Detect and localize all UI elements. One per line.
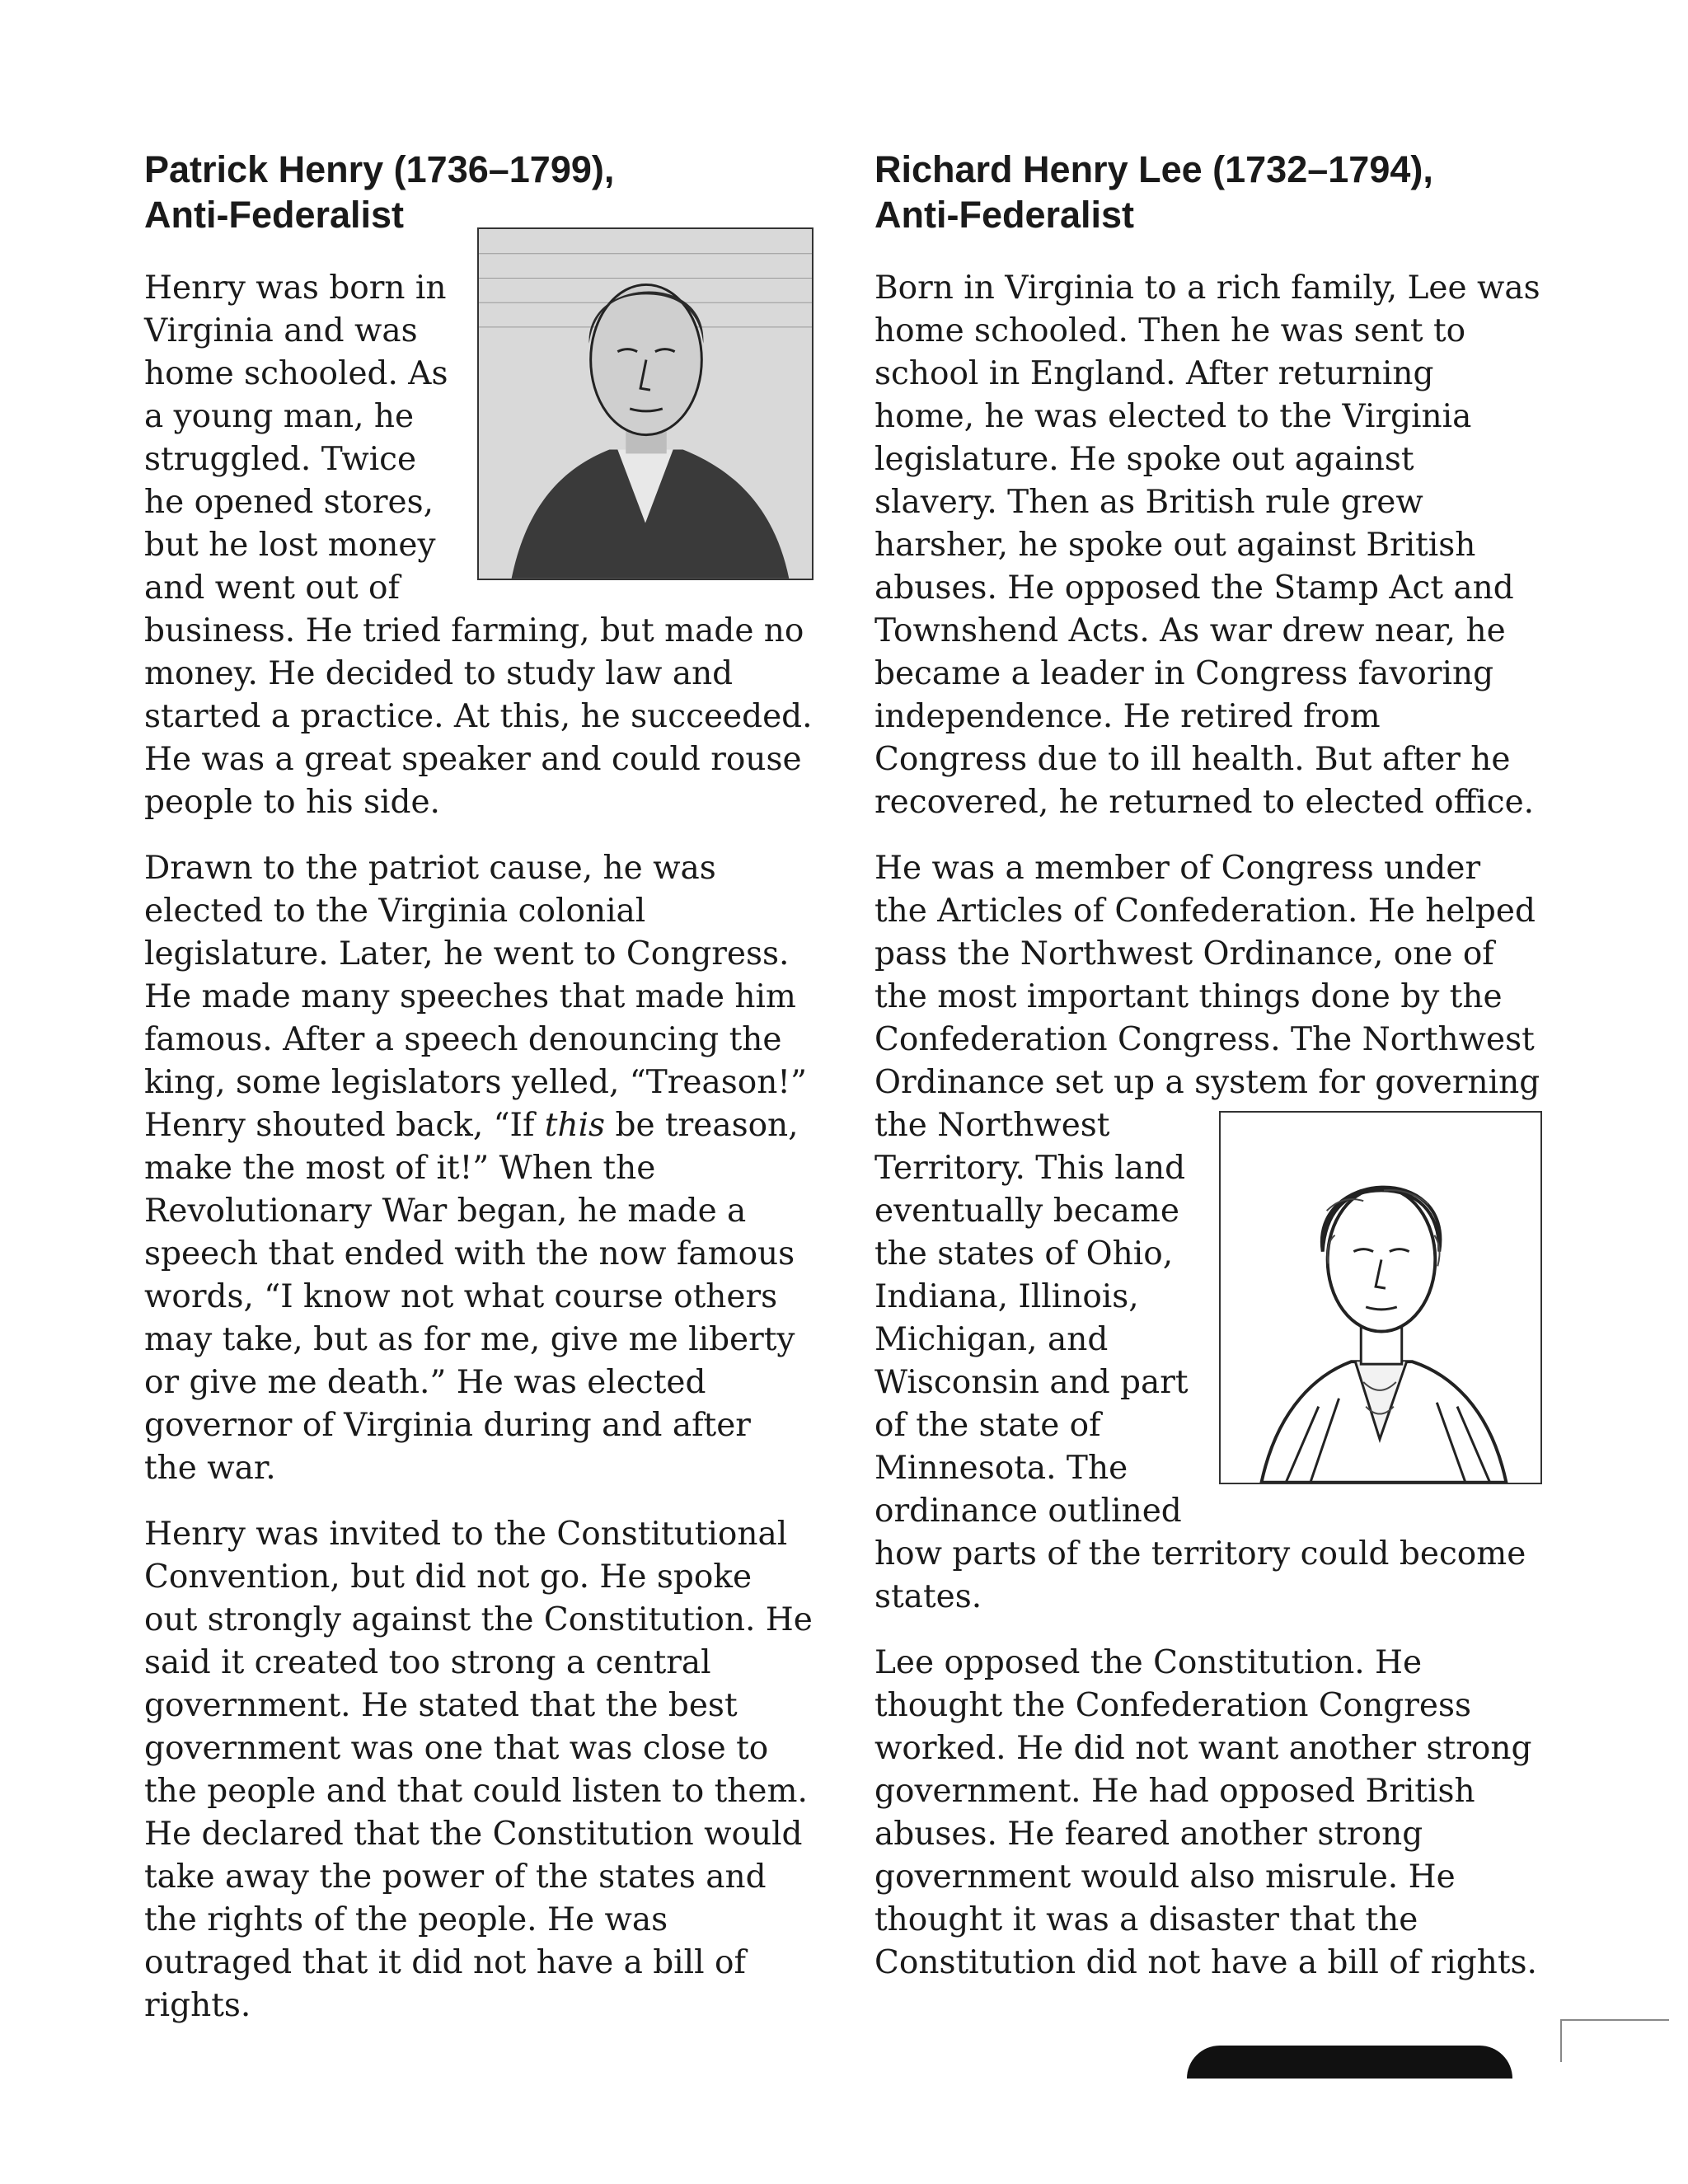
henry-heading-line1: Patrick Henry (1736–1799),: [144, 148, 615, 190]
left-column: [144, 147, 814, 2027]
henry-paragraph-1-text: Henry was born in Virginia and was home schooled. As a young man, he struggled. Twice he opened stores, but he lost money and went out of business. He tried farming, but made no money. He decided to study law and started a practice. At this, he succeeded. He was a great speaker and could rouse people to his side.: [144, 269, 813, 821]
lee-heading-line1: Richard Henry Lee (1732–1794),: [874, 148, 1433, 190]
page-corner-mark: [1560, 2019, 1669, 2062]
henry-heading-line2: Anti-Federalist: [144, 194, 405, 236]
patrick-henry-portrait-icon: [479, 229, 812, 579]
lee-heading: [874, 147, 1542, 237]
henry-paragraph-2-emphasis: this: [544, 1107, 606, 1144]
henry-paragraph-2: [144, 847, 814, 1490]
bottom-dark-shape: [1187, 2046, 1512, 2079]
henry-heading: [144, 147, 814, 237]
patrick-henry-portrait: [477, 227, 814, 580]
richard-henry-lee-portrait: [1219, 1111, 1542, 1484]
lee-paragraph-2: [874, 847, 1542, 1619]
lee-paragraph-2-part1: He was a member of Congress under the Articles of Confederation. He helped pass the Northwest Ordinance, one of the most important things done by the Confederation Congress. The Northwest Ordinance set up a system for governing: [874, 850, 1540, 1101]
lee-paragraph-3: Lee opposed the Constitution. He thought the Confederation Congress worked. He did not want another strong government. He had opposed British abuses. He feared another strong government would also misrule. He thought it was a disaster that the Constitution did not have a bill of rights.: [874, 1644, 1537, 1981]
lee-paragraph-2-part2: the Northwest Territory. This land eventually became the states of Ohio, Indiana, Illinois, Michigan, and Wisconsin and part of the state of Minnesota. The ordinance outlined how parts of the territory could become states.: [874, 1107, 1526, 1615]
henry-paragraph-3: Henry was invited to the Constitutional Convention, but did not go. He spoke out strongly against the Constitution. He said it created too strong a central government. He stated that the best government was one that was close to the people and that could listen to them. He declared that the Constitution would take away the power of the states and the rights of the people. He was outraged that it did not have a bill of rights.: [144, 1516, 813, 2024]
right-column: [874, 147, 1542, 1985]
henry-paragraph-2-before: Drawn to the patriot cause, he was elected to the Virginia colonial legislature. Later, he went to Congress. He made many speeches that made him famous. After a speech denouncing the king, some legislators yelled, “Treason!” Henry shouted back, “If: [144, 850, 807, 1144]
henry-paragraph-2-after: be treason, make the most of it!” When the Revolutionary War began, he made a speech that ended with the now famous words, “I know not what course others may take, but as for me, give me liberty or give me death.” He was elected governor of Virginia during and after the war.: [144, 1107, 799, 1487]
lee-paragraph-1: Born in Virginia to a rich family, Lee was home schooled. Then he was sent to school in England. After returning home, he was elected to the Virginia legislature. He spoke out against slavery. Then as British rule grew harsher, he spoke out against British abuses. He opposed the Stamp Act and Townshend Acts. As war drew near, he became a leader in Congress favoring independence. He retired from Congress due to ill health. But after he recovered, he returned to elected office.: [874, 269, 1540, 821]
lee-heading-line2: Anti-Federalist: [874, 194, 1135, 236]
richard-henry-lee-portrait-icon: [1221, 1113, 1540, 1483]
henry-paragraph-1: [144, 267, 814, 824]
